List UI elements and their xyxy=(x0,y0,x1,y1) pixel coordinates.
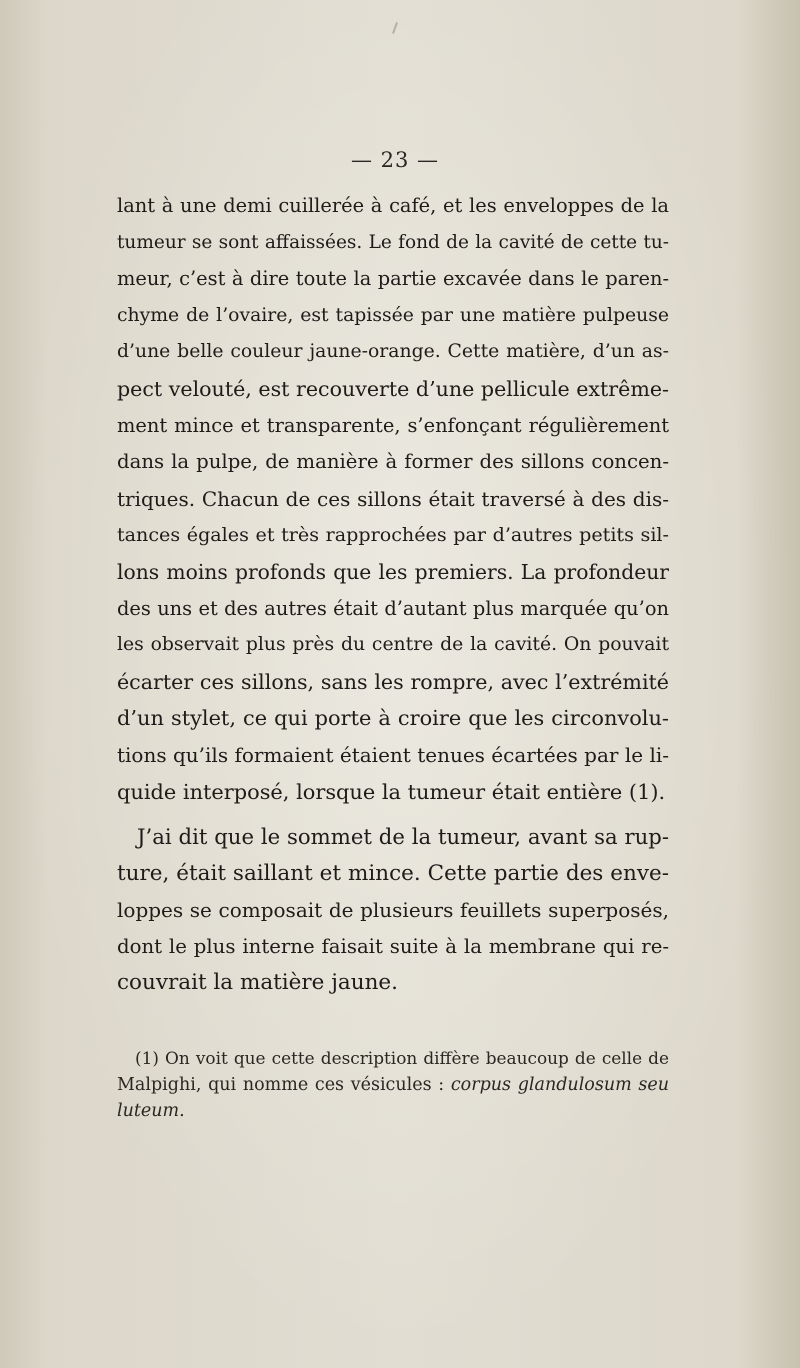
paragraph-gap xyxy=(117,810,669,819)
text-line: J’ai dit que le sommet de la tumeur, avant sa rup- xyxy=(137,824,669,850)
text-line: tions qu’ils formaient étaient tenues écartées par le li- xyxy=(117,742,669,767)
text-line: tumeur se sont affaissées. Le fond de la cavité de cette tu- xyxy=(117,231,669,253)
footnote-text: . xyxy=(179,1101,185,1121)
text-line: des uns et des autres était d’autant plus marquée qu’on xyxy=(117,596,669,620)
footnote xyxy=(117,1045,669,1125)
paper-mark xyxy=(392,22,398,34)
text-line: meur, c’est à dire toute la partie excavée dans le paren- xyxy=(117,267,669,291)
text-line: d’un stylet, ce qui porte à croire que les circonvolu- xyxy=(117,706,669,731)
text-line: tances égales et très rapprochées par d’autres petits sil- xyxy=(117,523,669,547)
footnote-line xyxy=(117,1072,669,1099)
text-line: ture, était saillant et mince. Cette partie des enve- xyxy=(117,860,669,886)
text-line: lant à une demi cuillerée à café, et les enveloppes de la xyxy=(117,194,669,217)
text-line: chyme de l’ovaire, est tapissée par une matière pulpeuse xyxy=(117,304,669,326)
text-line: d’une belle couleur jaune-orange. Cette matière, d’un as- xyxy=(117,341,669,363)
footnote-latin-text: corpus glandulosum seu xyxy=(450,1074,669,1095)
text-line: lons moins profonds que les premiers. La profondeur xyxy=(117,559,669,584)
text-line: triques. Chacun de ces sillons était traversé à des dis- xyxy=(117,486,669,511)
text-line: couvrait la matière jaune. xyxy=(117,970,398,996)
text-line: loppes se composait de plusieurs feuillets superposés, xyxy=(117,898,669,923)
text-line: dont le plus interne faisait suite à la membrane qui re- xyxy=(117,934,669,958)
page-number: — 23 — xyxy=(350,148,440,172)
text-line: pect velouté, est recouverte d’une pellicule extrême- xyxy=(117,376,669,401)
footnote-latin-text: luteum xyxy=(117,1101,180,1121)
text-line: écarter ces sillons, sans les rompre, avec l’extrémité xyxy=(117,669,669,694)
body-text xyxy=(117,188,669,1002)
text-line: ment mince et transparente, s’enfonçant régulièrement xyxy=(117,413,669,437)
footnote-text: Malpighi, qui nomme ces vésicules : xyxy=(117,1074,451,1095)
text-line: les observait plus près du centre de la cavité. On pouvait xyxy=(117,634,669,656)
text-line: dans la pulpe, de manière à former des sillons concen- xyxy=(117,450,669,474)
footnote-line xyxy=(117,1098,669,1125)
text-line: quide interposé, lorsque la tumeur était entière (1). xyxy=(117,779,666,804)
footnote-line: (1) On voit que cette description diffère beaucoup de celle de xyxy=(135,1048,669,1068)
